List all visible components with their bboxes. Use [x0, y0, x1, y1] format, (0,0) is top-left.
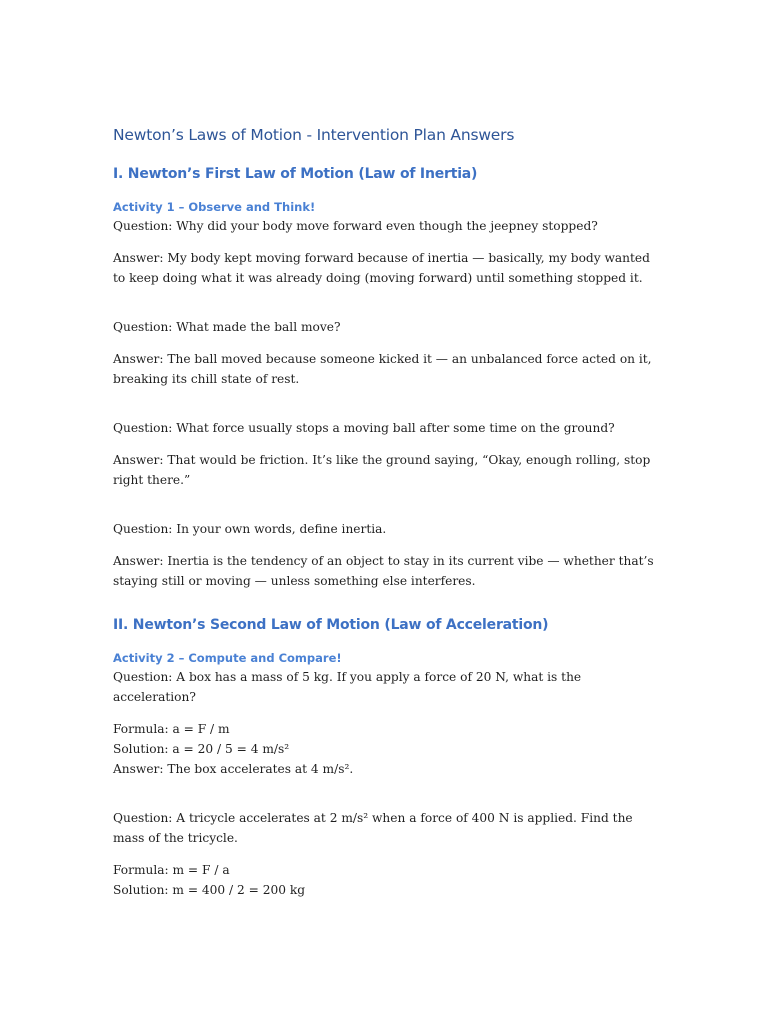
document-title: Newton’s Laws of Motion - Intervention Plan Answers — [113, 126, 515, 144]
answer-4: Answer: Inertia is the tendency of an object to stay in its current vibe — whether that’s staying still or moving — unless something else interferes. — [113, 554, 654, 588]
activity-heading-1: Activity 1 – Observe and Think! — [113, 200, 316, 214]
answer-2: Answer: The ball moved because someone kicked it — an unbalanced force acted on it, breaking its chill state of rest. — [113, 352, 652, 386]
question-6: Question: A tricycle accelerates at 2 m/s² when a force of 400 N is applied. Find the mass of the tricycle. — [113, 811, 633, 845]
question-5: Question: A box has a mass of 5 kg. If you apply a force of 20 N, what is the acceleration? — [113, 670, 582, 704]
question-4: Question: In your own words, define inertia. — [113, 522, 387, 536]
section-heading-second-law: II. Newton’s Second Law of Motion (Law of Acceleration) — [113, 617, 549, 633]
question-2: Question: What made the ball move? — [113, 320, 341, 334]
answer-5: Answer: The box accelerates at 4 m/s². — [113, 762, 354, 776]
section-heading-first-law: I. Newton’s First Law of Motion (Law of Inertia) — [113, 166, 478, 182]
activity-heading-2: Activity 2 – Compute and Compare! — [113, 651, 342, 665]
solution-5: Solution: a = 20 / 5 = 4 m/s² — [113, 742, 290, 756]
answer-3: Answer: That would be friction. It’s like the ground saying, “Okay, enough rolling, stop right there.” — [113, 453, 651, 487]
question-3: Question: What force usually stops a moving ball after some time on the ground? — [113, 421, 615, 435]
formula-5: Formula: a = F / m — [113, 722, 230, 736]
answer-1: Answer: My body kept moving forward because of inertia — basically, my body wanted to keep doing what it was already doing (moving forward) until something stopped it. — [113, 251, 650, 285]
question-1: Question: Why did your body move forward even though the jeepney stopped? — [113, 219, 598, 233]
solution-6: Solution: m = 400 / 2 = 200 kg — [113, 883, 306, 897]
document-content — [113, 124, 658, 900]
formula-6: Formula: m = F / a — [113, 863, 230, 877]
